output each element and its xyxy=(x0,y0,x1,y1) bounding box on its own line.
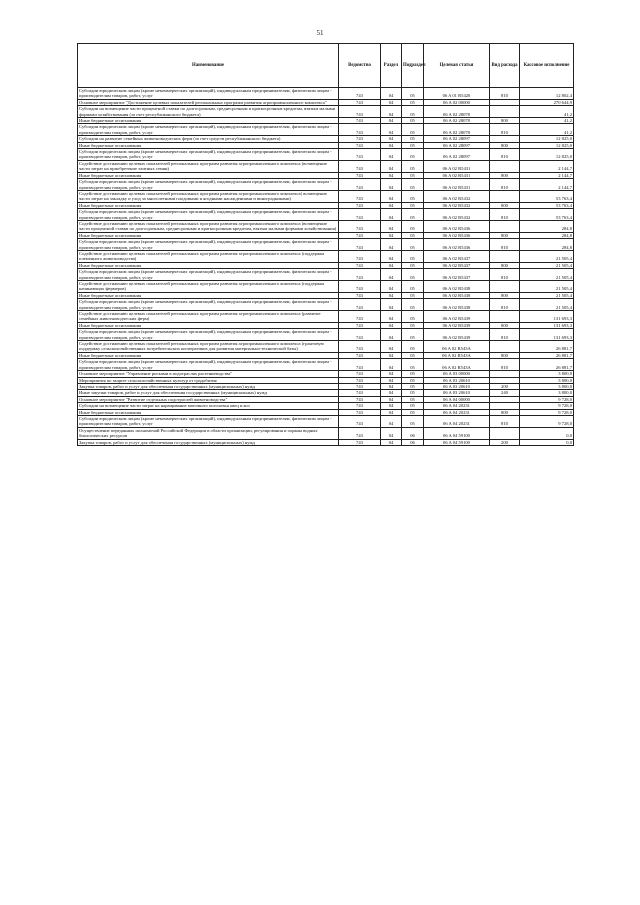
table-row xyxy=(78,427,574,439)
row-section-cell: 04 xyxy=(381,124,402,136)
row-amount-cell: 21 505,4 xyxy=(520,281,574,293)
table-row xyxy=(78,281,574,293)
row-exp-cell: 810 xyxy=(490,415,520,427)
row-subsection-cell: 05 xyxy=(402,322,424,328)
row-name-cell: Содействие достижению целевых показателей региональных программ развития агропромышленного комплекса (возмещение части затрат на приобретение элитных семян) xyxy=(78,160,339,172)
row-dept-cell: 743 xyxy=(339,232,381,238)
row-section-cell: 04 xyxy=(381,172,402,178)
row-amount-cell: 41,2 xyxy=(520,124,574,136)
row-exp-cell: 810 xyxy=(490,359,520,371)
row-target-cell: 06 A 02 R5439 xyxy=(424,329,490,341)
row-amount-cell: 53 763,4 xyxy=(520,202,574,208)
table-row xyxy=(78,220,574,232)
row-target-cell: 06 A 02 R5436 xyxy=(424,239,490,251)
row-exp-cell: 240 xyxy=(490,390,520,396)
row-exp-cell: 800 xyxy=(490,202,520,208)
row-amount-cell: 41,2 xyxy=(520,118,574,124)
row-section-cell: 04 xyxy=(381,322,402,328)
row-section-cell: 04 xyxy=(381,160,402,172)
row-target-cell: 06 A 03 00000 xyxy=(424,371,490,377)
row-subsection-cell: 05 xyxy=(402,118,424,124)
row-name-cell: Субсидии на возмещение части затрат на наращивание маточного поголовья овец и коз xyxy=(78,403,339,409)
table-row xyxy=(78,124,574,136)
row-dept-cell: 743 xyxy=(339,377,381,383)
row-name-cell: Закупка товаров, работ и услуг для обеспечения государственных (муниципальных) нужд xyxy=(78,383,339,389)
row-section-cell: 04 xyxy=(381,292,402,298)
row-exp-cell xyxy=(490,190,520,202)
table-row xyxy=(78,106,574,118)
row-amount-cell: 131 693,3 xyxy=(520,329,574,341)
row-name-cell: Иные бюджетные ассигнования xyxy=(78,202,339,208)
row-amount-cell: 12 825,0 xyxy=(520,142,574,148)
row-amount-cell: 3 800,0 xyxy=(520,390,574,396)
row-target-cell: 06 A 04 00000 xyxy=(424,396,490,402)
row-amount-cell: 2 144,7 xyxy=(520,172,574,178)
row-subsection-cell: 05 xyxy=(402,415,424,427)
row-subsection-cell: 05 xyxy=(402,377,424,383)
row-target-cell: 06 A 02 R5438 xyxy=(424,292,490,298)
row-section-cell: 04 xyxy=(381,220,402,232)
table-row xyxy=(78,250,574,262)
row-exp-cell: 810 xyxy=(490,209,520,221)
row-section-cell: 04 xyxy=(381,415,402,427)
row-exp-cell xyxy=(490,106,520,118)
row-section-cell: 04 xyxy=(381,403,402,409)
row-target-cell: 06 A 02 28097 xyxy=(424,149,490,161)
table-row xyxy=(78,269,574,281)
row-section-cell: 04 xyxy=(381,409,402,415)
table-row xyxy=(78,88,574,100)
row-section-cell: 04 xyxy=(381,396,402,402)
col-header-exp: Вид расхода xyxy=(490,44,520,88)
row-name-cell: Иные бюджетные ассигнования xyxy=(78,322,339,328)
row-dept-cell: 743 xyxy=(339,262,381,268)
row-section-cell: 04 xyxy=(381,149,402,161)
row-exp-cell: 800 xyxy=(490,172,520,178)
row-dept-cell: 743 xyxy=(339,172,381,178)
row-amount-cell: 12 802,4 xyxy=(520,88,574,100)
row-dept-cell: 743 xyxy=(339,124,381,136)
row-name-cell: Иные бюджетные ассигнования xyxy=(78,142,339,148)
row-amount-cell: 284,8 xyxy=(520,239,574,251)
row-target-cell: 06 A 02 R5436 xyxy=(424,220,490,232)
table-row xyxy=(78,439,574,445)
row-subsection-cell: 05 xyxy=(402,190,424,202)
row-dept-cell: 743 xyxy=(339,311,381,323)
row-dept-cell: 743 xyxy=(339,403,381,409)
row-exp-cell xyxy=(490,427,520,439)
row-exp-cell: 800 xyxy=(490,262,520,268)
row-amount-cell: 9 728,0 xyxy=(520,403,574,409)
row-section-cell: 04 xyxy=(381,311,402,323)
row-subsection-cell: 05 xyxy=(402,371,424,377)
row-target-cell: 06 A 02 28078 xyxy=(424,124,490,136)
row-exp-cell: 800 xyxy=(490,118,520,124)
table-row xyxy=(78,341,574,353)
row-amount-cell: 21 505,4 xyxy=(520,250,574,262)
row-section-cell: 04 xyxy=(381,88,402,100)
row-dept-cell: 743 xyxy=(339,149,381,161)
row-name-cell: Субсидии юридическим лицам (кроме некоммерческих организаций), индивидуальным предпринимателям, физическим лицам - производителям товаров, работ, услуг xyxy=(78,209,339,221)
row-exp-cell: 800 xyxy=(490,292,520,298)
row-name-cell: Содействие достижению целевых показателей региональных программ развития агропромышленного комплекса (развитие семейных животноводческих ферм) xyxy=(78,311,339,323)
row-subsection-cell: 05 xyxy=(402,281,424,293)
row-dept-cell: 743 xyxy=(339,341,381,353)
row-exp-cell: 800 xyxy=(490,142,520,148)
row-target-cell: 06 A 02 28097 xyxy=(424,142,490,148)
row-amount-cell: 41,2 xyxy=(520,106,574,118)
row-name-cell: Осуществление переданных полномочий Российской Федерации в области организации, регулирования и охраны водных биологических ресурсов xyxy=(78,427,339,439)
row-section-cell: 04 xyxy=(381,383,402,389)
row-target-cell: 06 A 03 20610 xyxy=(424,390,490,396)
row-target-cell: 06 A 02 R5431 xyxy=(424,160,490,172)
table-row xyxy=(78,311,574,323)
row-target-cell: 06 A 03 20610 xyxy=(424,377,490,383)
row-amount-cell: 284,8 xyxy=(520,220,574,232)
row-target-cell: 06 A 04 20231 xyxy=(424,403,490,409)
row-dept-cell: 743 xyxy=(339,383,381,389)
row-target-cell: 06 A 02 R5432 xyxy=(424,202,490,208)
row-exp-cell: 810 xyxy=(490,179,520,191)
table-row xyxy=(78,209,574,221)
row-target-cell: 06 A 02 R5439 xyxy=(424,311,490,323)
table-row xyxy=(78,160,574,172)
row-dept-cell: 743 xyxy=(339,359,381,371)
row-name-cell: Иные бюджетные ассигнования xyxy=(78,409,339,415)
row-name-cell: Иные бюджетные ассигнования xyxy=(78,172,339,178)
table-row xyxy=(78,239,574,251)
row-dept-cell: 743 xyxy=(339,179,381,191)
row-dept-cell: 743 xyxy=(339,160,381,172)
row-target-cell: 06 A 02 R5431 xyxy=(424,172,490,178)
row-amount-cell: 131 693,3 xyxy=(520,311,574,323)
row-subsection-cell: 05 xyxy=(402,202,424,208)
row-name-cell: Основное мероприятие "Развитие отдельных подотраслей животноводства" xyxy=(78,396,339,402)
row-name-cell: Иные бюджетные ассигнования xyxy=(78,292,339,298)
row-name-cell: Субсидии юридическим лицам (кроме некоммерческих организаций), индивидуальным предпринимателям, физическим лицам - производителям товаров, работ, услуг xyxy=(78,415,339,427)
row-exp-cell: 200 xyxy=(490,439,520,445)
row-name-cell: Субсидии юридическим лицам (кроме некоммерческих организаций), индивидуальным предпринимателям, физическим лицам - производителям товаров, работ, услуг xyxy=(78,179,339,191)
row-dept-cell: 743 xyxy=(339,250,381,262)
row-amount-cell: 53 763,4 xyxy=(520,209,574,221)
table-header-row xyxy=(78,44,574,88)
row-subsection-cell: 05 xyxy=(402,292,424,298)
row-name-cell: Субсидии юридическим лицам (кроме некоммерческих организаций), индивидуальным предпринимателям, физическим лицам - производителям товаров, работ, услуг xyxy=(78,124,339,136)
row-name-cell: Иные закупки товаров, работ и услуг для обеспечения государственных (муниципальных) нужд xyxy=(78,390,339,396)
page-number: 51 xyxy=(316,29,324,37)
row-subsection-cell: 05 xyxy=(402,142,424,148)
row-target-cell: 06 A 03 20610 xyxy=(424,383,490,389)
row-amount-cell: 21 505,4 xyxy=(520,292,574,298)
row-subsection-cell: 05 xyxy=(402,179,424,191)
row-section-cell: 04 xyxy=(381,390,402,396)
row-name-cell: Содействие достижению целевых показателей региональных программ развития агропромышленного комплекса (поддержка племенного животноводства) xyxy=(78,250,339,262)
row-dept-cell: 743 xyxy=(339,136,381,142)
row-dept-cell: 743 xyxy=(339,415,381,427)
row-amount-cell: 284,8 xyxy=(520,232,574,238)
row-target-cell: 06 A 02 R5439 xyxy=(424,322,490,328)
row-section-cell: 04 xyxy=(381,179,402,191)
table-row xyxy=(78,329,574,341)
row-section-cell: 04 xyxy=(381,99,402,105)
row-dept-cell: 743 xyxy=(339,88,381,100)
row-dept-cell: 743 xyxy=(339,118,381,124)
row-subsection-cell: 05 xyxy=(402,250,424,262)
row-dept-cell: 743 xyxy=(339,220,381,232)
row-subsection-cell: 05 xyxy=(402,232,424,238)
row-target-cell: 06 A 02 28078 xyxy=(424,106,490,118)
row-subsection-cell: 05 xyxy=(402,311,424,323)
row-name-cell: Содействие достижению целевых показателей региональных программ развития агропромышленного комплекса (поддержка начинающих фермеров) xyxy=(78,281,339,293)
row-target-cell: 06 A 02 00000 xyxy=(424,99,490,105)
row-subsection-cell: 06 xyxy=(402,439,424,445)
row-subsection-cell: 05 xyxy=(402,329,424,341)
row-target-cell: 06 A 02 R543A xyxy=(424,359,490,371)
row-subsection-cell: 05 xyxy=(402,88,424,100)
row-amount-cell: 3 800,0 xyxy=(520,383,574,389)
row-exp-cell xyxy=(490,281,520,293)
row-dept-cell: 743 xyxy=(339,209,381,221)
row-name-cell: Субсидии на возмещение части процентной ставки по долгосрочным, среднесрочным и краткосрочным кредитам, взятым малыми формами хозяйствования (за счет республиканского бюджета) xyxy=(78,106,339,118)
row-target-cell: 06 A 04 59100 xyxy=(424,427,490,439)
table-row xyxy=(78,149,574,161)
row-name-cell: Иные бюджетные ассигнования xyxy=(78,262,339,268)
row-section-cell: 04 xyxy=(381,118,402,124)
row-subsection-cell: 05 xyxy=(402,99,424,105)
row-target-cell: 06 A 02 R543A xyxy=(424,341,490,353)
row-name-cell: Основное мероприятие "Управление рисками в подотраслях растениеводства" xyxy=(78,371,339,377)
row-section-cell: 04 xyxy=(381,202,402,208)
row-dept-cell: 743 xyxy=(339,352,381,358)
row-section-cell: 04 xyxy=(381,371,402,377)
row-target-cell: 06 A 02 R543A xyxy=(424,352,490,358)
row-subsection-cell: 05 xyxy=(402,239,424,251)
row-exp-cell xyxy=(490,341,520,353)
row-name-cell: Субсидии юридическим лицам (кроме некоммерческих организаций), индивидуальным предпринимателям, физическим лицам - производителям товаров, работ, услуг xyxy=(78,329,339,341)
row-section-cell: 04 xyxy=(381,209,402,221)
row-target-cell: 06 A 02 R5438 xyxy=(424,281,490,293)
row-exp-cell: 800 xyxy=(490,232,520,238)
row-amount-cell: 9 728,0 xyxy=(520,415,574,427)
row-name-cell: Субсидии юридическим лицам (кроме некоммерческих организаций), индивидуальным предпринимателям, физическим лицам - производителям товаров, работ, услуг xyxy=(78,149,339,161)
row-target-cell: 06 A 04 59100 xyxy=(424,439,490,445)
row-section-cell: 04 xyxy=(381,142,402,148)
row-exp-cell: 810 xyxy=(490,88,520,100)
row-amount-cell: 3 800,0 xyxy=(520,371,574,377)
row-section-cell: 04 xyxy=(381,329,402,341)
row-subsection-cell: 05 xyxy=(402,209,424,221)
row-section-cell: 04 xyxy=(381,239,402,251)
row-exp-cell: 810 xyxy=(490,149,520,161)
row-target-cell: 06 A 02 R5432 xyxy=(424,209,490,221)
row-name-cell: Содействие достижению целевых показателей региональных программ развития агропромышленного комплекса (возмещение части процентной ставки по долгосрочным, среднесрочным и краткосрочным кредитам, взятым малыми формами хозяйствования) xyxy=(78,220,339,232)
row-name-cell: Основное мероприятие "Достижение целевых показателей региональных программ развития агропромышленного комплекса" xyxy=(78,99,339,105)
row-target-cell: 06 A 02 R5436 xyxy=(424,232,490,238)
row-section-cell: 04 xyxy=(381,427,402,439)
row-subsection-cell: 05 xyxy=(402,403,424,409)
row-section-cell: 04 xyxy=(381,439,402,445)
row-amount-cell: 2 144,7 xyxy=(520,179,574,191)
row-dept-cell: 743 xyxy=(339,396,381,402)
row-section-cell: 04 xyxy=(381,106,402,118)
row-subsection-cell: 05 xyxy=(402,220,424,232)
row-name-cell: Субсидии юридическим лицам (кроме некоммерческих организаций), индивидуальным предпринимателям, физическим лицам - производителям товаров, работ, услуг xyxy=(78,88,339,100)
col-header-target: Целевая статья xyxy=(424,44,490,88)
row-name-cell: Субсидии юридическим лицам (кроме некоммерческих организаций), индивидуальным предпринимателям, физическим лицам - производителям товаров, работ, услуг xyxy=(78,239,339,251)
row-target-cell: 06 A 01 R5420 xyxy=(424,88,490,100)
row-amount-cell: 12 825,0 xyxy=(520,149,574,161)
row-dept-cell: 743 xyxy=(339,142,381,148)
row-section-cell: 04 xyxy=(381,281,402,293)
row-subsection-cell: 05 xyxy=(402,172,424,178)
row-dept-cell: 743 xyxy=(339,202,381,208)
row-section-cell: 04 xyxy=(381,299,402,311)
table-row xyxy=(78,190,574,202)
row-subsection-cell: 05 xyxy=(402,396,424,402)
row-subsection-cell: 05 xyxy=(402,359,424,371)
row-amount-cell: 21 505,4 xyxy=(520,269,574,281)
row-exp-cell: 800 xyxy=(490,322,520,328)
row-subsection-cell: 05 xyxy=(402,262,424,268)
row-subsection-cell: 06 xyxy=(402,427,424,439)
row-exp-cell: 800 xyxy=(490,409,520,415)
row-target-cell: 06 A 02 R5437 xyxy=(424,250,490,262)
row-name-cell: Мероприятия по защите сельскохозяйственных культур от градобития xyxy=(78,377,339,383)
col-header-name: Наименование xyxy=(78,44,339,88)
row-target-cell: 06 A 04 20231 xyxy=(424,415,490,427)
row-exp-cell xyxy=(490,250,520,262)
row-exp-cell xyxy=(490,311,520,323)
row-dept-cell: 743 xyxy=(339,299,381,311)
row-amount-cell: 21 505,4 xyxy=(520,262,574,268)
row-amount-cell: 0,0 xyxy=(520,427,574,439)
row-section-cell: 04 xyxy=(381,262,402,268)
row-dept-cell: 743 xyxy=(339,281,381,293)
row-subsection-cell: 05 xyxy=(402,136,424,142)
row-subsection-cell: 05 xyxy=(402,352,424,358)
table-row xyxy=(78,179,574,191)
row-target-cell: 06 A 02 R5438 xyxy=(424,299,490,311)
row-dept-cell: 743 xyxy=(339,322,381,328)
row-name-cell: Иные бюджетные ассигнования xyxy=(78,352,339,358)
row-section-cell: 04 xyxy=(381,352,402,358)
col-header-section: Раздел xyxy=(381,44,402,88)
row-dept-cell: 743 xyxy=(339,439,381,445)
row-dept-cell: 743 xyxy=(339,409,381,415)
row-subsection-cell: 05 xyxy=(402,299,424,311)
row-exp-cell: 810 xyxy=(490,329,520,341)
row-target-cell: 06 A 02 R5437 xyxy=(424,269,490,281)
row-name-cell: Содействие достижению целевых показателей региональных программ развития агропромышленного комплекса (грантовую поддержку сельскохозяйственных потребительских кооперативов для развития материально-технической базы) xyxy=(78,341,339,353)
row-target-cell: 06 A 02 28078 xyxy=(424,118,490,124)
row-amount-cell: 12 825,0 xyxy=(520,136,574,142)
row-dept-cell: 743 xyxy=(339,427,381,439)
row-target-cell: 06 A 02 R5432 xyxy=(424,190,490,202)
row-name-cell: Иные бюджетные ассигнования xyxy=(78,232,339,238)
row-subsection-cell: 05 xyxy=(402,409,424,415)
row-name-cell: Субсидии юридическим лицам (кроме некоммерческих организаций), индивидуальным предпринимателям, физическим лицам - производителям товаров, работ, услуг xyxy=(78,359,339,371)
row-subsection-cell: 05 xyxy=(402,390,424,396)
row-amount-cell: 26 881,7 xyxy=(520,352,574,358)
row-dept-cell: 743 xyxy=(339,190,381,202)
table-row xyxy=(78,299,574,311)
row-exp-cell: 810 xyxy=(490,299,520,311)
row-dept-cell: 743 xyxy=(339,239,381,251)
row-section-cell: 04 xyxy=(381,359,402,371)
row-dept-cell: 743 xyxy=(339,390,381,396)
table-row xyxy=(78,415,574,427)
row-dept-cell: 743 xyxy=(339,269,381,281)
row-dept-cell: 743 xyxy=(339,329,381,341)
row-exp-cell: 810 xyxy=(490,239,520,251)
row-exp-cell: 810 xyxy=(490,269,520,281)
row-section-cell: 04 xyxy=(381,136,402,142)
row-exp-cell: 800 xyxy=(490,352,520,358)
row-subsection-cell: 05 xyxy=(402,383,424,389)
row-name-cell: Субсидии юридическим лицам (кроме некоммерческих организаций), индивидуальным предпринимателям, физическим лицам - производителям товаров, работ, услуг xyxy=(78,269,339,281)
row-dept-cell: 743 xyxy=(339,292,381,298)
row-subsection-cell: 05 xyxy=(402,149,424,161)
row-amount-cell: 0,0 xyxy=(520,439,574,445)
row-subsection-cell: 05 xyxy=(402,124,424,136)
row-amount-cell: 2 144,7 xyxy=(520,160,574,172)
table-row xyxy=(78,359,574,371)
row-exp-cell: 810 xyxy=(490,124,520,136)
row-section-cell: 04 xyxy=(381,190,402,202)
col-header-amount: Кассовое исполнение xyxy=(520,44,574,88)
col-header-subsection: Подраздел xyxy=(402,44,424,88)
row-name-cell: Субсидии юридическим лицам (кроме некоммерческих организаций), индивидуальным предпринимателям, физическим лицам - производителям товаров, работ, услуг xyxy=(78,299,339,311)
row-exp-cell xyxy=(490,160,520,172)
row-amount-cell: 9 728,0 xyxy=(520,409,574,415)
row-name-cell: Содействие достижению целевых показателей региональных программ развития агропромышленного комплекса( возмещение части затрат на закладку и уход за многолетними плодовыми и ягодными насаждениями и виноградниками) xyxy=(78,190,339,202)
budget-table xyxy=(77,43,574,446)
row-amount-cell: 21 505,4 xyxy=(520,299,574,311)
row-dept-cell: 743 xyxy=(339,106,381,118)
row-name-cell: Иные бюджетные ассигнования xyxy=(78,118,339,124)
row-subsection-cell: 05 xyxy=(402,341,424,353)
row-amount-cell: 26 881,7 xyxy=(520,341,574,353)
row-section-cell: 04 xyxy=(381,341,402,353)
row-subsection-cell: 05 xyxy=(402,160,424,172)
row-amount-cell: 270 644,9 xyxy=(520,99,574,105)
col-header-dept: Ведомство xyxy=(339,44,381,88)
row-target-cell: 06 A 04 20231 xyxy=(424,409,490,415)
row-dept-cell: 743 xyxy=(339,99,381,105)
row-name-cell: Закупка товаров, работ и услуг для обеспечения государственных (муниципальных) нужд xyxy=(78,439,339,445)
row-exp-cell xyxy=(490,220,520,232)
row-section-cell: 04 xyxy=(381,377,402,383)
row-amount-cell: 131 693,3 xyxy=(520,322,574,328)
row-target-cell: 06 A 02 R5437 xyxy=(424,262,490,268)
row-amount-cell: 9 728,0 xyxy=(520,396,574,402)
row-dept-cell: 743 xyxy=(339,371,381,377)
row-subsection-cell: 05 xyxy=(402,106,424,118)
row-name-cell: Субсидии на развитие семейных животноводческих ферм (за счет средств республиканского бюджета) xyxy=(78,136,339,142)
row-amount-cell: 26 881,7 xyxy=(520,359,574,371)
row-exp-cell: 200 xyxy=(490,383,520,389)
row-section-cell: 04 xyxy=(381,250,402,262)
row-target-cell: 06 A 02 R5431 xyxy=(424,179,490,191)
row-amount-cell: 53 763,4 xyxy=(520,190,574,202)
row-section-cell: 04 xyxy=(381,232,402,238)
row-section-cell: 04 xyxy=(381,269,402,281)
row-amount-cell: 3 800,0 xyxy=(520,377,574,383)
row-target-cell: 06 A 02 28097 xyxy=(424,136,490,142)
row-subsection-cell: 05 xyxy=(402,269,424,281)
